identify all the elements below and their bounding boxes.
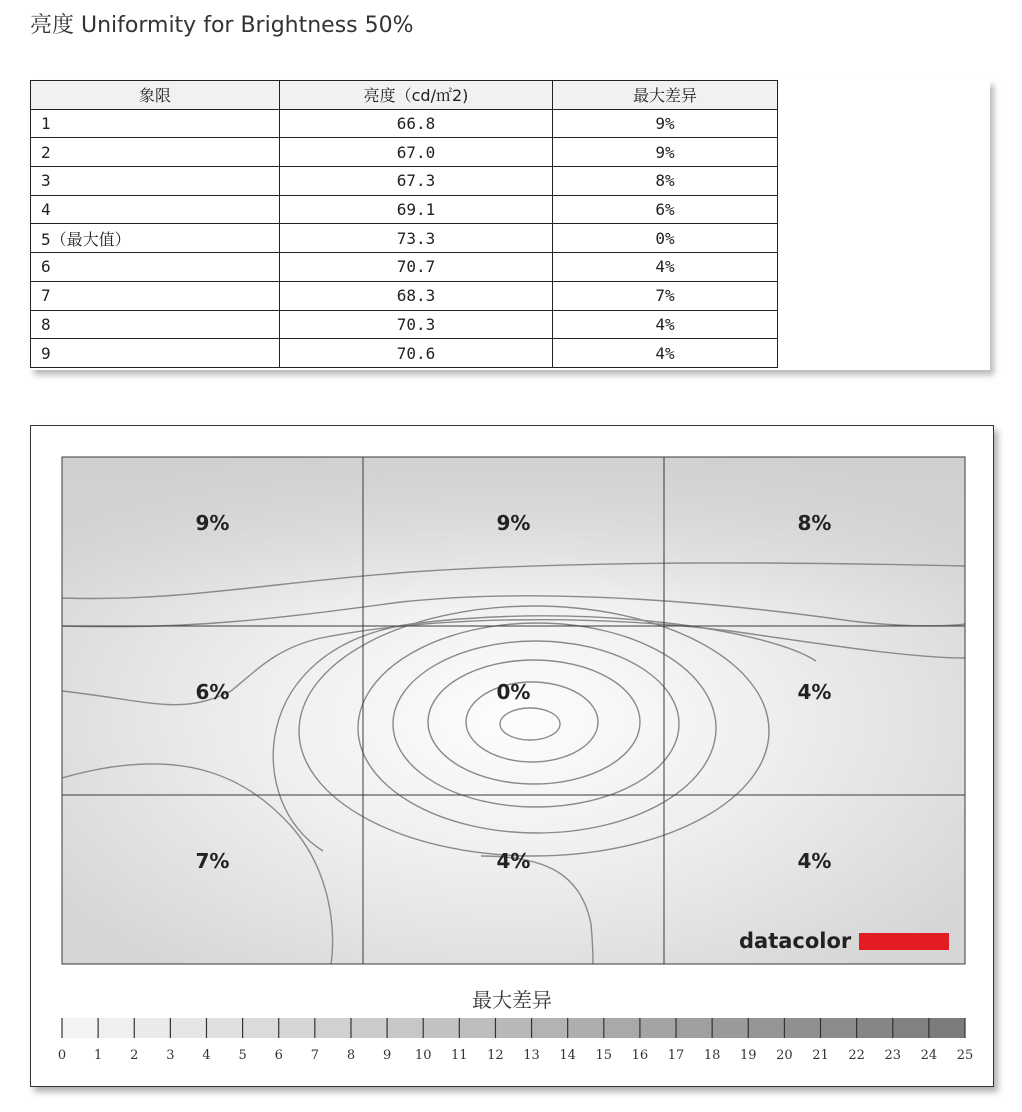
uniformity-table: [30, 80, 778, 368]
scale-tick-label: 5: [238, 1048, 247, 1063]
scale-tick-label: 6: [274, 1048, 283, 1063]
column-header-max-diff: 最大差异: [553, 81, 778, 110]
scale-segment: [568, 1018, 605, 1038]
max-diff-cell: 6%: [553, 195, 778, 224]
scale-segment: [279, 1018, 316, 1038]
max-diff-cell: 8%: [553, 167, 778, 196]
quadrant-cell: 1: [31, 109, 280, 138]
color-scale-bar: [62, 1018, 966, 1038]
luminance-cell: 67.0: [280, 138, 553, 167]
logo-text: datacolor: [739, 929, 852, 953]
column-header-quadrant: 象限: [31, 81, 280, 110]
scale-segment: [676, 1018, 713, 1038]
quadrant-cell: 5（最大值）: [31, 224, 280, 253]
scale-tick-label: 20: [776, 1048, 793, 1063]
table-row: [31, 253, 778, 282]
column-header-luminance: 亮度（cd/㎡2): [280, 81, 553, 110]
scale-tick-label: 1: [93, 1048, 103, 1063]
scale-segment: [459, 1018, 496, 1038]
scale-segment: [351, 1018, 388, 1038]
cell-value-label: 6%: [195, 680, 230, 704]
table-row: [31, 310, 778, 339]
max-diff-cell: 9%: [553, 138, 778, 167]
scale-segment: [170, 1018, 207, 1038]
max-diff-cell: 4%: [553, 339, 778, 368]
scale-tick-label: 18: [703, 1048, 721, 1063]
max-diff-cell: 4%: [553, 253, 778, 282]
scale-segment: [532, 1018, 569, 1038]
max-diff-cell: 0%: [553, 224, 778, 253]
quadrant-cell: 7: [31, 281, 280, 310]
scale-segment: [748, 1018, 785, 1038]
scale-segment: [821, 1018, 858, 1038]
plot-area: [62, 457, 965, 964]
scale-segment: [62, 1018, 99, 1038]
quadrant-cell: 8: [31, 310, 280, 339]
scale-segment: [423, 1018, 460, 1038]
scale-segment: [929, 1018, 966, 1038]
cell-value-label: 4%: [797, 849, 832, 873]
scale-segment: [134, 1018, 171, 1038]
scale-tick-label: 13: [523, 1048, 540, 1063]
max-diff-cell: 9%: [553, 109, 778, 138]
max-diff-cell: 7%: [553, 281, 778, 310]
quadrant-cell: 2: [31, 138, 280, 167]
scale-tick-label: 12: [487, 1048, 504, 1063]
quadrant-cell: 4: [31, 195, 280, 224]
scale-segment: [893, 1018, 930, 1038]
table-header-row: [31, 81, 778, 110]
quadrant-cell: 3: [31, 167, 280, 196]
table-row: [31, 167, 778, 196]
page-title: 亮度 Uniformity for Brightness 50%: [30, 13, 414, 38]
table-row: [31, 109, 778, 138]
scale-segment: [243, 1018, 280, 1038]
scale-segment: [495, 1018, 532, 1038]
luminance-cell: 67.3: [280, 167, 553, 196]
luminance-cell: 66.8: [280, 109, 553, 138]
scale-tick-label: 25: [956, 1048, 974, 1063]
scale-segment: [640, 1018, 677, 1038]
cell-value-label: 4%: [496, 849, 531, 873]
table-row: [31, 224, 778, 253]
scale-segment: [857, 1018, 894, 1038]
quadrant-cell: 9: [31, 339, 280, 368]
scale-segment: [387, 1018, 424, 1038]
quadrant-cell: 6: [31, 253, 280, 282]
scale-tick-label: 14: [559, 1048, 576, 1063]
scale-segment: [784, 1018, 821, 1038]
scale-tick-label: 19: [740, 1048, 757, 1063]
scale-tick-label: 9: [382, 1048, 392, 1063]
scale-tick-label: 3: [166, 1048, 175, 1063]
uniformity-table-card: [30, 80, 990, 370]
max-diff-cell: 4%: [553, 310, 778, 339]
luminance-cell: 69.1: [280, 195, 553, 224]
luminance-cell: 70.3: [280, 310, 553, 339]
scale-tick-label: 2: [130, 1048, 139, 1063]
cell-value-label: 8%: [797, 511, 832, 535]
scale-tick-label: 10: [414, 1048, 432, 1063]
cell-value-label: 0%: [496, 680, 531, 704]
scale-tick-label: 11: [451, 1048, 468, 1063]
cell-value-label: 7%: [195, 849, 230, 873]
luminance-cell: 70.6: [280, 339, 553, 368]
scale-tick-label: 21: [812, 1048, 829, 1063]
scale-segment: [206, 1018, 243, 1038]
scale-tick-label: 16: [631, 1048, 649, 1063]
table-row: [31, 195, 778, 224]
scale-segment: [712, 1018, 749, 1038]
scale-tick-label: 23: [884, 1048, 902, 1063]
table-row: [31, 281, 778, 310]
scale-tick-label: 8: [346, 1048, 356, 1063]
table-row: [31, 339, 778, 368]
scale-tick-label: 24: [920, 1048, 938, 1063]
scale-title: 最大差异: [472, 988, 552, 1012]
scale-tick-label: 17: [667, 1048, 685, 1063]
scale-segment: [315, 1018, 352, 1038]
scale-tick-label: 4: [202, 1048, 211, 1063]
luminance-cell: 68.3: [280, 281, 553, 310]
table-row: [31, 138, 778, 167]
cell-value-label: 4%: [797, 680, 832, 704]
scale-tick-label: 7: [310, 1048, 319, 1063]
cell-value-label: 9%: [496, 511, 531, 535]
scale-tick-label: 0: [57, 1048, 67, 1063]
scale-segment: [604, 1018, 641, 1038]
uniformity-heatmap: [31, 426, 993, 1086]
scale-tick-label: 22: [848, 1048, 865, 1063]
uniformity-heatmap-card: [30, 425, 994, 1087]
logo-red-bar: [859, 933, 949, 950]
cell-value-label: 9%: [195, 511, 230, 535]
luminance-cell: 70.7: [280, 253, 553, 282]
scale-tick-label: 15: [595, 1048, 613, 1063]
luminance-cell: 73.3: [280, 224, 553, 253]
scale-segment: [98, 1018, 135, 1038]
